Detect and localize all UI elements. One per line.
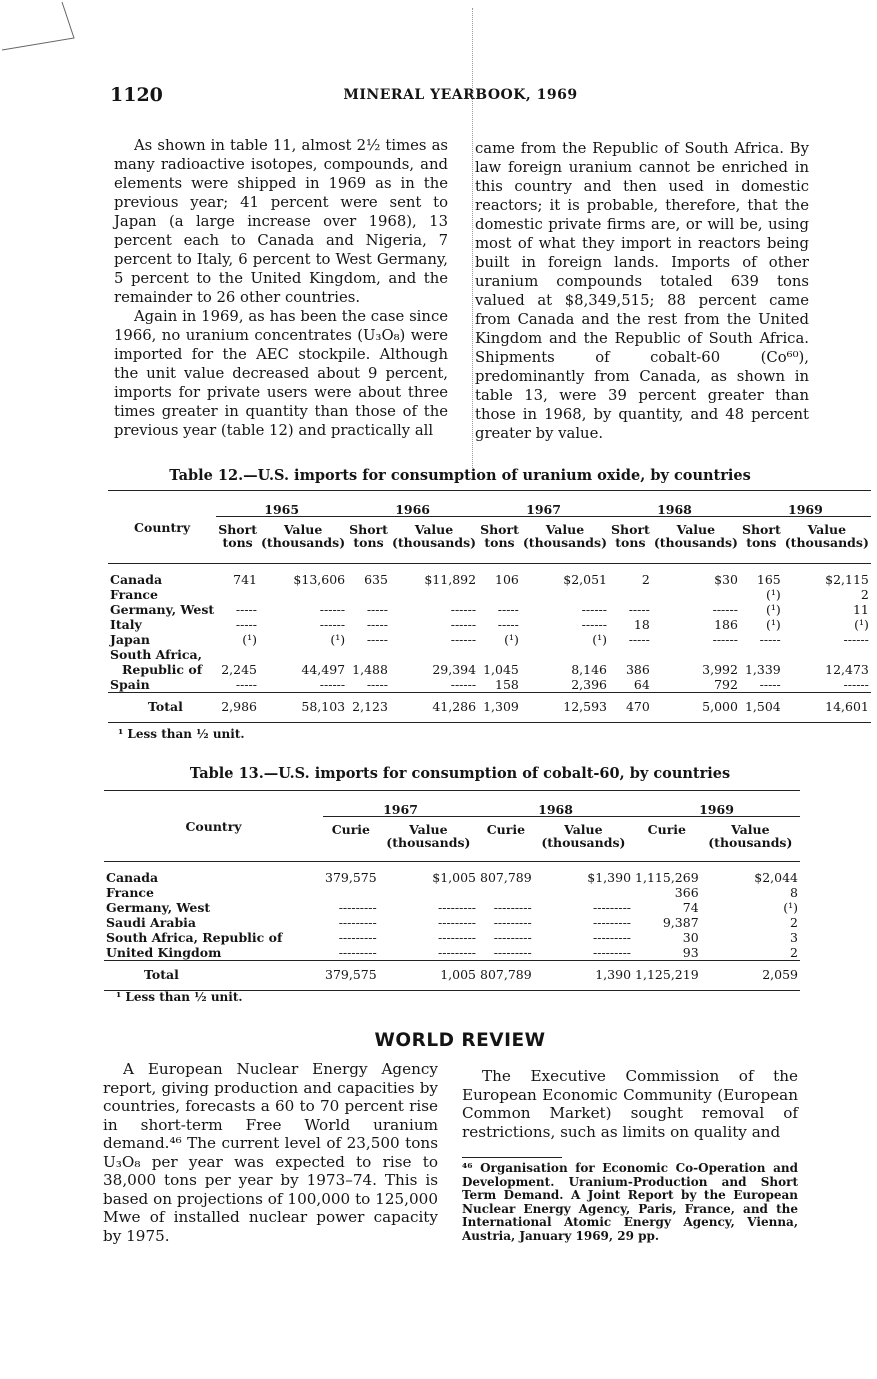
table12-value-cell: 1,339 — [744, 662, 781, 677]
table13-year-header: 1967 — [323, 791, 478, 817]
table12-total-cell: 1,309 — [478, 693, 521, 723]
table12-value-cell: ------ — [712, 602, 738, 617]
table12-total-row — [108, 693, 871, 723]
table13-row — [104, 885, 800, 900]
table12-total-cell: 41,286 — [390, 693, 478, 723]
table12-value-cell: 2 — [860, 587, 869, 602]
table12-value-cell: 29,394 — [432, 662, 477, 677]
table13-country-cell: Germany, West — [106, 900, 211, 915]
table12-value-cell — [521, 647, 609, 662]
table12-country-cell: Germany, West — [110, 602, 215, 617]
table12-value-cell: ------ — [319, 617, 346, 632]
table13-value-cell: (¹) — [783, 900, 798, 915]
table13-value-cell — [534, 885, 633, 900]
table12-value-cell — [521, 587, 609, 602]
table12-total-cell: 1,504 — [740, 693, 783, 723]
table12-value-cell: (¹) — [765, 617, 781, 632]
table13-row — [104, 930, 800, 945]
table13-value-cell: --------- — [593, 915, 632, 930]
table12-value-cell: ----- — [366, 632, 388, 647]
table12-value-cell: 64 — [633, 677, 650, 692]
table12-country-cell: South Africa, — [110, 647, 202, 662]
table12-total-cell: 5,000 — [652, 693, 740, 723]
table12-year-header: 1967 — [478, 491, 609, 517]
table12-value-cell: (¹) — [504, 632, 519, 647]
table13-total-cell: 807,789 — [478, 961, 534, 991]
table13-total-cell: 2,059 — [701, 961, 800, 991]
table12-qty-subheader: Short tons — [480, 522, 519, 550]
table12-value-cell: $13,606 — [293, 572, 346, 587]
table12-value-cell: ------ — [843, 632, 869, 647]
table12-country-cell: France — [110, 587, 158, 602]
table12-value-cell: ------ — [450, 602, 477, 617]
table12-value-cell — [478, 647, 521, 662]
table12-value-cell: ----- — [759, 632, 781, 647]
table12-value-cell: 158 — [495, 677, 519, 692]
table12-value-cell — [390, 587, 478, 602]
running-title: MINERAL YEARBOOK, 1969 — [343, 87, 578, 103]
table12-value-cell — [216, 647, 259, 662]
table12-value-cell: ----- — [366, 602, 388, 617]
table12-value-cell: ------ — [843, 677, 869, 692]
table13-value-cell: --------- — [593, 945, 632, 960]
table12-value-cell — [478, 587, 521, 602]
table13-total-cell: 1,125,219 — [633, 961, 701, 991]
table12-val-subheader: Value (thousands) — [391, 522, 477, 550]
table12-value-cell: ----- — [235, 602, 257, 617]
table12-value-cell: ------ — [581, 602, 607, 617]
table12-value-cell — [347, 647, 390, 662]
table13-value-cell: --------- — [338, 915, 377, 930]
table12-value-cell: 12,473 — [825, 662, 869, 677]
table12-country-cell: Italy — [110, 617, 142, 632]
table12-value-cell: 792 — [714, 677, 738, 692]
table13-country-header: Country — [185, 818, 242, 834]
table13-value-cell: 807,789 — [480, 870, 532, 885]
table13-total-cell: 1,390 — [534, 961, 633, 991]
table13-val-subheader: Value (thousands) — [386, 822, 471, 850]
table13-value-cell: 2 — [790, 945, 798, 960]
table12-value-cell: ----- — [366, 617, 388, 632]
table13-value-cell: --------- — [338, 900, 377, 915]
table13-value-cell: --------- — [593, 900, 632, 915]
table13-value-cell: $1,390 — [587, 870, 632, 885]
paragraph-isotopes: As shown in table 11, almost 2½ times as many radioactive isotopes, compounds, and elements were shipped in 1969 as in the previous year; 41 percent were sent to Japan (a large increase over 1968), 13 percent each to Canada and Nigeria, 7 percent to Italy, 6 percent to West Germany, 5 percent to the United Kingdom, and the remainder to 26 other countries. — [114, 137, 448, 306]
table13-qty-subheader: Curie — [331, 822, 371, 837]
table13-value-cell: --------- — [438, 915, 477, 930]
table12-total-cell: 470 — [609, 693, 652, 723]
table13-value-cell — [379, 885, 478, 900]
table13-footnote: ¹ Less than ½ unit. — [116, 990, 243, 1004]
table12-value-cell: (¹) — [592, 632, 607, 647]
table12-value-cell: 2,396 — [571, 677, 607, 692]
table13-value-cell: --------- — [593, 930, 632, 945]
table13-value-cell: 74 — [682, 900, 699, 915]
table12-total-cell: 58,103 — [259, 693, 347, 723]
table12-value-cell: ------ — [450, 617, 477, 632]
table12-total-cell: 2,986 — [216, 693, 259, 723]
table12-value-cell — [609, 647, 652, 662]
corner-pencil-mark — [0, 0, 90, 60]
table13-value-cell: --------- — [493, 945, 532, 960]
table13-country-cell: France — [106, 885, 154, 900]
right-column-top — [475, 139, 809, 443]
table12-country-header: Country — [134, 519, 191, 535]
table12-year-header: 1966 — [347, 491, 478, 517]
table13-value-cell: 2 — [790, 915, 798, 930]
table12-value-cell — [390, 647, 478, 662]
table13-value-cell: --------- — [438, 930, 477, 945]
table12-qty-subheader: Short tons — [741, 522, 781, 550]
table13-country-cell: South Africa, Republic of — [106, 930, 283, 945]
table12-value-cell — [652, 587, 740, 602]
table12-value-cell: 2,245 — [221, 662, 257, 677]
table12-row — [108, 617, 871, 632]
footnote-46: ⁴⁶ Organisation for Economic Co-Operation and Development. Uranium-Production and Short Term Demand. A Joint Report by the European Nuclear Energy Agency, Paris, France, and the International Atomic Energy Agency, Vienna, Austria, January 1969, 29 pp. — [462, 1161, 798, 1243]
table12-total-cell: 12,593 — [521, 693, 609, 723]
table12-value-cell: 1,488 — [352, 662, 388, 677]
table12-qty-subheader: Short tons — [611, 522, 650, 550]
table12-total-label: Total — [108, 693, 216, 723]
table12-qty-subheader: Short tons — [349, 522, 388, 550]
table12-value-cell: ------ — [450, 677, 477, 692]
table12-value-cell: ----- — [628, 602, 650, 617]
table12-row — [108, 647, 871, 662]
table13-value-cell — [323, 885, 379, 900]
table12-title: Table 12.—U.S. imports for consumption of uranium oxide, by countries — [169, 467, 751, 484]
table12-value-cell: ----- — [497, 617, 519, 632]
table12-value-cell: (¹) — [242, 632, 257, 647]
column-divider — [472, 8, 473, 468]
footnote-rule — [462, 1157, 562, 1158]
table13-value-cell: --------- — [438, 900, 477, 915]
paragraph-south-africa: came from the Republic of South Africa. By law foreign uranium cannot be enriched in this country and then used in domestic reactors; it is probable, therefore, that the domestic private firms are, or will be, using most of what they import in reactors being built in foreign lands. Imports of other uranium compounds totaled 639 tons valued at $8,349,515; 88 percent came from Canada and the rest from the United Kingdom and the Republic of South Africa. Shipments of cobalt-60 (Co⁶⁰), predominantly from Canada, as shown in table 13, were 39 percent greater than those in 1968, by quantity, and 48 percent greater by value. — [475, 140, 809, 442]
table13-row — [104, 945, 800, 961]
table13-value-cell: 8 — [790, 885, 798, 900]
table13-year-header: 1968 — [478, 791, 633, 817]
table12-value-cell: 11 — [852, 602, 869, 617]
table12-value-cell — [783, 647, 871, 662]
table13-value-cell: 93 — [682, 945, 699, 960]
table13 — [104, 790, 800, 991]
table12-value-cell: 3,992 — [702, 662, 738, 677]
table12-value-cell: (¹) — [330, 632, 346, 647]
table12-total-cell: 14,601 — [783, 693, 871, 723]
table12-value-cell: ------ — [450, 632, 477, 647]
table13-row — [104, 900, 800, 915]
table13-total-label: Total — [104, 961, 323, 991]
table12-value-cell — [347, 587, 390, 602]
table12-total-cell: 2,123 — [347, 693, 390, 723]
table12-value-cell — [216, 587, 259, 602]
table12-row — [108, 632, 871, 647]
table12-value-cell: ----- — [235, 677, 257, 692]
table13-country-cell: Canada — [106, 870, 159, 885]
table13-value-cell: 3 — [790, 930, 798, 945]
table12-value-cell: ----- — [628, 632, 650, 647]
table13-value-cell: 30 — [682, 930, 699, 945]
table13-body — [104, 862, 800, 961]
table12-year-header: 1965 — [216, 491, 347, 517]
table13-total-cell: 379,575 — [323, 961, 379, 991]
left-column-top — [114, 136, 448, 440]
table13-value-cell — [478, 885, 534, 900]
table12-value-cell: 44,497 — [301, 662, 346, 677]
table12-value-cell: 1,045 — [483, 662, 519, 677]
paragraph-executive-commission: The Executive Commission of the European Economic Community (European Common Market) sought removal of restrictions, such as limits on quality and — [462, 1067, 798, 1141]
table13-value-cell: 1,115,269 — [635, 870, 699, 885]
table12-value-cell — [609, 587, 652, 602]
page-header — [110, 84, 811, 110]
table12-value-cell: (¹) — [765, 587, 781, 602]
table12-year-header: 1968 — [609, 491, 740, 517]
table13-row — [104, 862, 800, 886]
table12-value-cell: (¹) — [854, 617, 869, 632]
table12-footnote: ¹ Less than ½ unit. — [118, 727, 245, 741]
table13-val-subheader: Value (thousands) — [708, 822, 793, 850]
table12-year-header: 1969 — [740, 491, 871, 517]
table12-value-cell: 2 — [641, 572, 650, 587]
table12-val-subheader: Value (thousands) — [522, 522, 607, 550]
table12-country-cell: Japan — [110, 632, 150, 647]
table12-value-cell — [259, 587, 347, 602]
table13-value-cell: 366 — [674, 885, 699, 900]
table12-value-cell: ----- — [366, 677, 388, 692]
table12-value-cell: ------ — [712, 632, 738, 647]
table13-value-cell: 379,575 — [325, 870, 377, 885]
table12-value-cell: $2,115 — [825, 572, 869, 587]
table12-row — [108, 662, 871, 677]
table13-title: Table 13.—U.S. imports for consumption of cobalt-60, by countries — [189, 765, 731, 782]
table12-value-cell: ------ — [319, 677, 346, 692]
section-heading-world-review: WORLD REVIEW — [374, 1030, 546, 1051]
table13-val-subheader: Value (thousands) — [541, 822, 626, 850]
table12-value-cell: 8,146 — [571, 662, 607, 677]
table13-qty-subheader: Curie — [486, 822, 526, 837]
table12-value-cell: ----- — [759, 677, 781, 692]
table13-value-cell: --------- — [438, 945, 477, 960]
table13-value-cell: 9,387 — [662, 915, 699, 930]
table12-value-cell: 186 — [714, 617, 738, 632]
table13-row — [104, 915, 800, 930]
table13-qty-subheader: Curie — [647, 822, 686, 837]
table12-value-cell — [259, 647, 347, 662]
table12-value-cell: 106 — [495, 572, 519, 587]
table12-value-cell: $2,051 — [563, 572, 607, 587]
table12-val-subheader: Value (thousands) — [784, 522, 869, 550]
table13-value-cell: --------- — [493, 930, 532, 945]
table12-value-cell — [652, 647, 740, 662]
table12-value-cell: ----- — [497, 602, 519, 617]
table12-value-cell: (¹) — [765, 602, 781, 617]
paragraph-european-agency: A European Nuclear Energy Agency report, giving production and capacities by countries, forecasts a 60 to 70 percent rise in short-term Free World uranium demand.⁴⁶ The current level of 23,500 tons U₃O₈ per year was expected to rise to 38,000 tons per year by 1973–74. This is based on projections of 100,000 to 125,000 Mwe of installed nuclear power capacity by 1975. — [103, 1060, 438, 1245]
table13-value-cell: --------- — [493, 900, 532, 915]
table13-country-cell: United Kingdom — [106, 945, 222, 960]
table12-row — [108, 677, 871, 693]
table13-total-cell: 1,005 — [379, 961, 478, 991]
table12-value-cell: ----- — [235, 617, 257, 632]
table13-value-cell: --------- — [493, 915, 532, 930]
table12-value-cell: ------ — [581, 617, 607, 632]
table12 — [108, 490, 871, 723]
table13-year-header: 1969 — [633, 791, 800, 817]
table12-value-cell: 18 — [633, 617, 650, 632]
world-review-right — [462, 1067, 798, 1141]
table12-value-cell — [740, 647, 783, 662]
table12-val-subheader: Value (thousands) — [261, 522, 346, 550]
table12-value-cell: ------ — [319, 602, 346, 617]
table12-country-cell: Spain — [110, 677, 150, 692]
paragraph-uranium-imports: Again in 1969, as has been the case since 1966, no uranium concentrates (U₃O₈) were imported for the AEC stockpile. Although the unit value decreased about 9 percent, imports for private users were about three times greater in quantity than those of the previous year (table 12) and practically all — [114, 308, 448, 439]
table13-country-cell: Saudi Arabia — [106, 915, 197, 930]
table13-total-row — [104, 961, 800, 991]
table12-value-cell: $11,892 — [424, 572, 477, 587]
table12-row — [108, 564, 871, 588]
table13-value-cell: --------- — [338, 945, 377, 960]
table12-row — [108, 602, 871, 617]
table12-country-cell: Canada — [110, 572, 163, 587]
table12-value-cell: 635 — [364, 572, 388, 587]
table12-qty-subheader: Short tons — [218, 522, 257, 550]
table12-row — [108, 587, 871, 602]
table12-value-cell: $30 — [714, 572, 738, 587]
table12-val-subheader: Value (thousands) — [653, 522, 738, 550]
table13-value-cell: $1,005 — [432, 870, 477, 885]
table13-value-cell: $2,044 — [754, 870, 798, 885]
page-number: 1120 — [110, 84, 163, 106]
table12-value-cell: 165 — [756, 572, 781, 587]
table12-value-cell: 386 — [625, 662, 650, 677]
table12-country-cell: Republic of — [122, 662, 203, 677]
world-review-left — [103, 1060, 438, 1245]
table12-body — [108, 564, 871, 693]
table12-value-cell: 741 — [233, 572, 257, 587]
table13-value-cell: --------- — [338, 930, 377, 945]
